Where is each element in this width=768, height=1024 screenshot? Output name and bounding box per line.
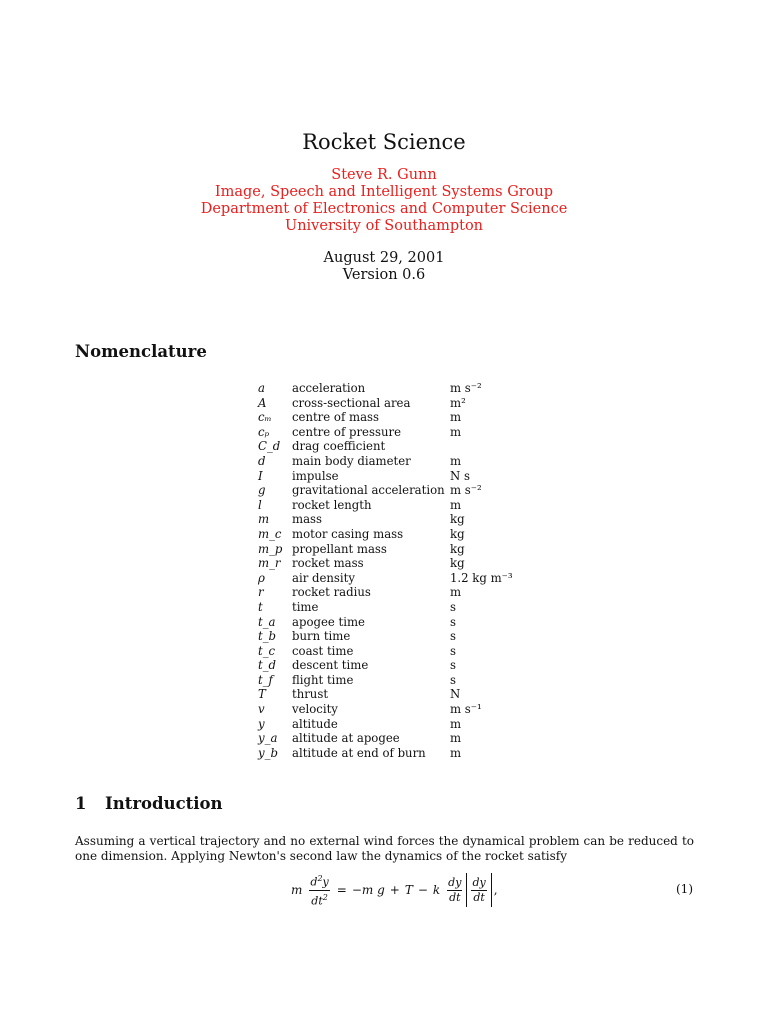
nomenclature-symbol: y_a	[258, 731, 278, 746]
nomenclature-row	[258, 410, 513, 425]
nomenclature-unit: m s⁻²	[450, 381, 482, 395]
nomenclature-symbol: t_c	[258, 643, 276, 658]
nomenclature-row	[258, 644, 513, 659]
nomenclature-description: drag coefficient	[292, 439, 386, 454]
author-department: Department of Electronics and Computer Science	[200, 201, 568, 217]
nomenclature-description: velocity	[292, 702, 338, 717]
author-university: University of Southampton	[284, 218, 484, 234]
nomenclature-row	[258, 571, 513, 586]
nomenclature-unit: m s⁻¹	[450, 702, 482, 717]
nomenclature-row	[258, 527, 513, 542]
nomenclature-row	[258, 469, 513, 484]
nomenclature-unit: s	[450, 643, 456, 658]
nomenclature-row	[258, 615, 513, 630]
nomenclature-row	[258, 498, 513, 513]
nomenclature-row	[258, 731, 513, 746]
introduction-paragraph: Assuming a vertical trajectory and no external wind forces the dynamical problem can be reduced to one dimension. Applying Newton's second law the dynamics of the rocket satisfy	[75, 834, 694, 863]
nomenclature-description: acceleration	[292, 381, 366, 395]
nomenclature-unit: 1.2 kg m⁻³	[450, 570, 513, 585]
nomenclature-row	[258, 687, 513, 702]
date-block	[0, 250, 768, 284]
nomenclature-row	[258, 396, 513, 411]
nomenclature-symbol: y_b	[258, 745, 278, 760]
nomenclature-unit: m	[450, 745, 462, 760]
nomenclature-symbol: l	[258, 497, 262, 512]
nomenclature-unit: m	[450, 731, 462, 746]
nomenclature-symbol: T	[258, 687, 266, 702]
nomenclature-symbol: I	[258, 468, 263, 483]
nomenclature-symbol: cₘ	[258, 410, 272, 425]
introduction-heading	[75, 794, 223, 813]
nomenclature-unit: m²	[450, 395, 466, 410]
nomenclature-description: flight time	[292, 672, 354, 687]
nomenclature-description: descent time	[292, 658, 369, 673]
nomenclature-row	[258, 585, 513, 600]
nomenclature-symbol: cₚ	[258, 424, 270, 439]
nomenclature-unit: s	[450, 599, 456, 614]
nomenclature-description: rocket length	[292, 497, 372, 512]
nomenclature-symbol: t_a	[258, 614, 276, 629]
nomenclature-unit: s	[450, 658, 456, 673]
nomenclature-row	[258, 702, 513, 717]
nomenclature-symbol: C_d	[258, 439, 281, 454]
nomenclature-row	[258, 658, 513, 673]
nomenclature-description: rocket radius	[292, 585, 371, 600]
nomenclature-row	[258, 512, 513, 527]
nomenclature-description: air density	[292, 570, 355, 585]
nomenclature-description: coast time	[292, 643, 354, 658]
paper-version: Version 0.6	[342, 267, 426, 283]
nomenclature-unit: s	[450, 629, 456, 644]
nomenclature-unit: s	[450, 614, 456, 629]
nomenclature-description: rocket mass	[292, 556, 364, 571]
nomenclature-description: propellant mass	[292, 541, 387, 556]
paper-date: August 29, 2001	[323, 250, 445, 266]
nomenclature-unit: m	[450, 497, 462, 512]
nomenclature-symbol: t_d	[258, 658, 277, 673]
section-title: Introduction	[105, 794, 223, 813]
nomenclature-symbol: r	[258, 585, 264, 600]
nomenclature-description: motor casing mass	[292, 526, 404, 541]
section-number: 1	[75, 794, 87, 813]
nomenclature-symbol: A	[258, 395, 267, 410]
nomenclature-description: gravitational acceleration	[292, 483, 445, 498]
author-block	[0, 167, 768, 235]
nomenclature-description: main body diameter	[292, 453, 411, 468]
nomenclature-symbol: t_f	[258, 672, 273, 687]
nomenclature-unit: m	[450, 424, 462, 439]
nomenclature-unit: m s⁻²	[450, 483, 482, 498]
nomenclature-symbol: ρ	[258, 570, 265, 585]
nomenclature-description: centre of mass	[292, 410, 380, 425]
nomenclature-description: altitude	[292, 716, 338, 731]
nomenclature-row	[258, 483, 513, 498]
nomenclature-table	[258, 381, 513, 760]
nomenclature-row	[258, 673, 513, 688]
nomenclature-description: cross-sectional area	[292, 395, 411, 410]
nomenclature-unit: N	[450, 687, 461, 702]
nomenclature-unit	[450, 439, 513, 454]
nomenclature-unit: kg	[450, 541, 465, 556]
nomenclature-description: burn time	[292, 629, 351, 644]
nomenclature-row	[258, 556, 513, 571]
nomenclature-heading: Nomenclature	[75, 342, 207, 361]
nomenclature-row	[258, 439, 513, 454]
nomenclature-description: impulse	[292, 468, 339, 483]
nomenclature-symbol: t	[258, 599, 263, 614]
nomenclature-symbol: d	[258, 453, 266, 468]
nomenclature-description: centre of pressure	[292, 424, 401, 439]
nomenclature-symbol: m_c	[258, 526, 282, 541]
nomenclature-description: time	[292, 599, 319, 614]
nomenclature-unit: kg	[450, 526, 465, 541]
nomenclature-description: apogee time	[292, 614, 365, 629]
author-name: Steve R. Gunn	[331, 167, 437, 183]
nomenclature-unit: m	[450, 716, 462, 731]
nomenclature-unit: m	[450, 453, 462, 468]
equation-number: (1)	[676, 882, 693, 896]
nomenclature-symbol: g	[258, 483, 266, 498]
nomenclature-symbol: a	[258, 381, 265, 395]
nomenclature-row	[258, 746, 513, 761]
nomenclature-symbol: m_p	[258, 541, 283, 556]
nomenclature-unit: kg	[450, 556, 465, 571]
nomenclature-symbol: m	[258, 512, 270, 527]
nomenclature-description: mass	[292, 512, 323, 527]
equation-1	[0, 870, 768, 910]
nomenclature-symbol: v	[258, 702, 265, 717]
nomenclature-symbol: m_r	[258, 556, 281, 571]
nomenclature-row	[258, 425, 513, 440]
nomenclature-unit: m	[450, 410, 462, 425]
nomenclature-unit: m	[450, 585, 462, 600]
nomenclature-unit: s	[450, 672, 456, 687]
nomenclature-unit: N s	[450, 468, 470, 483]
nomenclature-symbol: y	[258, 716, 265, 731]
nomenclature-description: altitude at apogee	[292, 731, 400, 746]
paper-title: Rocket Science	[302, 130, 466, 154]
nomenclature-symbol: t_b	[258, 629, 277, 644]
nomenclature-row	[258, 542, 513, 557]
nomenclature-description: altitude at end of burn	[292, 745, 426, 760]
nomenclature-row	[258, 454, 513, 469]
nomenclature-row	[258, 381, 513, 396]
nomenclature-row	[258, 717, 513, 732]
author-group: Image, Speech and Intelligent Systems Group	[214, 184, 554, 200]
nomenclature-description: thrust	[292, 687, 329, 702]
nomenclature-row	[258, 600, 513, 615]
equation-body: m $\frac{d^2y}{dt^2}$ = − m g + T − k $\frac{dy}{dt}$ $\frac{dy}{dt}$ ,	[291, 873, 498, 908]
nomenclature-unit: kg	[450, 512, 465, 527]
nomenclature-row	[258, 629, 513, 644]
